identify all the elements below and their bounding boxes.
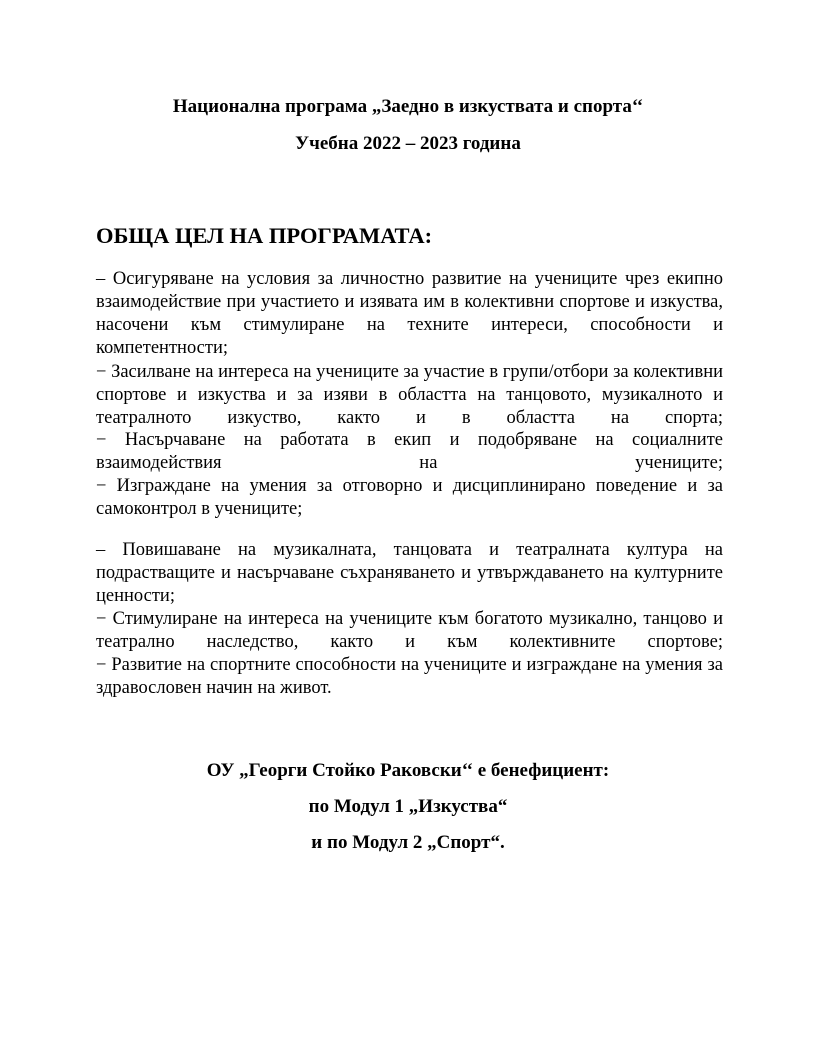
beneficiary-statement: ОУ „Георги Стойко Раковски‘‘ е бенефициент: xyxy=(206,760,610,781)
goal-paragraph: – Осигуряване на условия за личностно развитие на учениците чрез екипно взаимодействие при участието и изявата им в колективни спортове и изкуства, насочени към стимулиране на техните интереси, способности и компетентности; xyxy=(96,269,723,358)
school-year: Учебна 2022 – 2023 година xyxy=(295,133,521,154)
goal-paragraph: − Стимулиране на интереса на учениците към богатото музикално, танцово и театрално наследство, както и към колективните спортове; xyxy=(96,609,723,652)
goal-paragraph: − Засилване на интереса на учениците за участие в групи/отбори за колективни спортове и изкуства и за изяви в областта на танцовото, музикалното и театралното изкуство, както и в областта на спорта; xyxy=(96,362,723,428)
module-1-line: по Модул 1 „Изкуства“ xyxy=(308,796,508,817)
goal-paragraph: − Насърчаване на работата в екип и подобряване на социалните взаимодействия на учениците; xyxy=(96,430,723,473)
section-heading: ОБЩА ЦЕЛ НА ПРОГРАМАТА: xyxy=(96,223,433,248)
module-2-line: и по Модул 2 „Спорт“. xyxy=(311,832,505,853)
goal-paragraph: − Развитие на спортните способности на учениците и изграждане на умения за здравословен начин на живот. xyxy=(96,655,723,698)
program-title: Национална програма „Заедно в изкуствата и спорта‘‘ xyxy=(172,96,644,117)
goal-paragraph: − Изграждане на умения за отговорно и дисциплинирано поведение и за самоконтрол в учениците; xyxy=(96,476,723,519)
goal-paragraph: – Повишаване на музикалната, танцовата и театралната култура на подрастващите и насърчаване съхраняването и утвърждаването на културните ценности; xyxy=(96,540,723,606)
